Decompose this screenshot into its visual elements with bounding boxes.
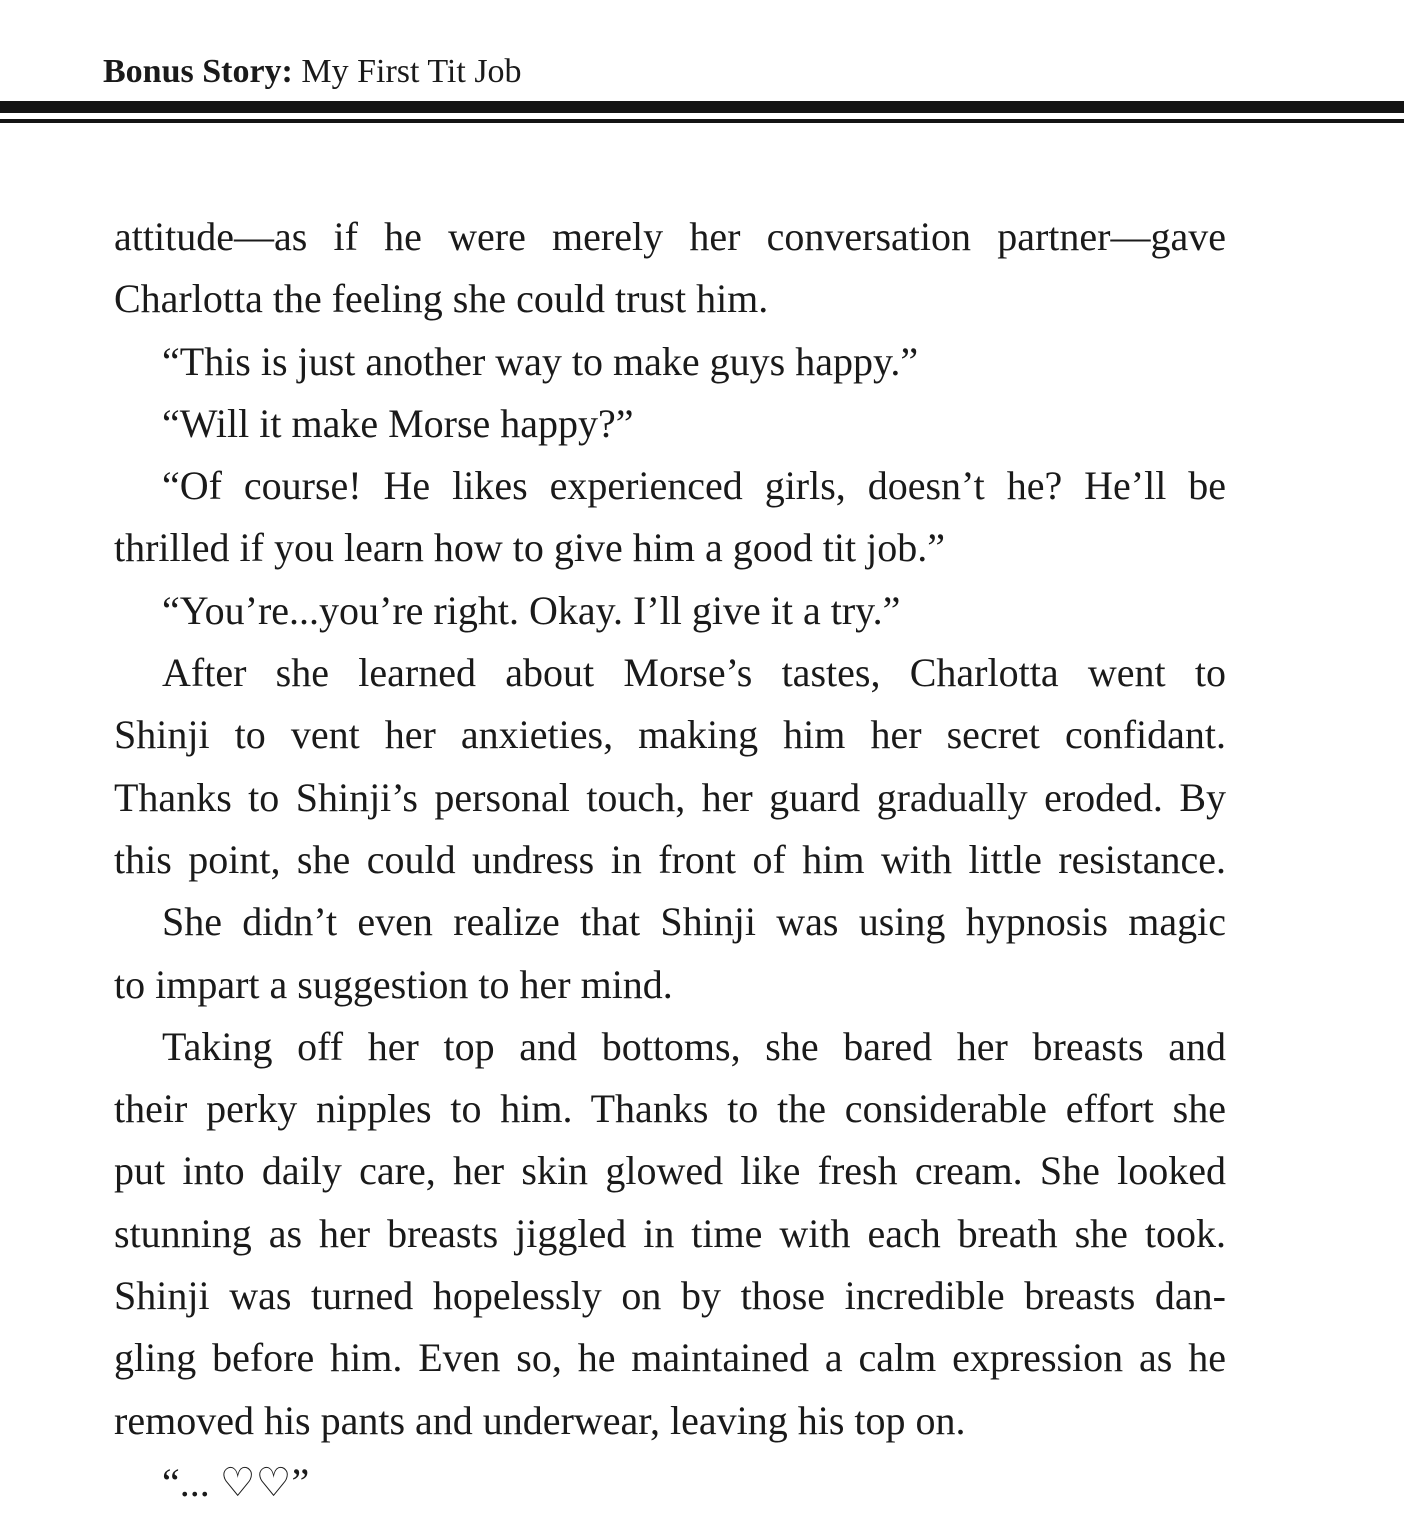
text-line: attitude—as if he were merely her conversation partner—gave (114, 214, 1226, 259)
text-line: Shinji was turned hopelessly on by those incredible breasts dan- (114, 1273, 1226, 1319)
text-line: “... ♡♡” (162, 1459, 310, 1505)
text-line: put into daily care, her skin glowed like fresh cream. She looked (114, 1148, 1226, 1194)
text-line: their perky nipples to him. Thanks to the considerable effort she (114, 1086, 1226, 1132)
text-line: Charlotta the feeling she could trust him. (114, 276, 769, 322)
text-line: gling before him. Even so, he maintained a calm expression as he (114, 1335, 1226, 1381)
header-rule-thin (0, 119, 1404, 123)
page-body-text (114, 206, 1226, 1514)
text-line: stunning as her breasts jiggled in time with each breath she took. (114, 1210, 1226, 1256)
running-header (103, 50, 522, 94)
text-line: to impart a suggestion to her mind. (114, 961, 673, 1007)
header-label: Bonus Story: (103, 53, 293, 90)
text-line: Thanks to Shinji’s personal touch, her guard gradually eroded. By (114, 774, 1226, 820)
text-line: “Will it make Morse happy?” (162, 400, 634, 446)
header-rule-thick (0, 101, 1404, 113)
header-title: My First Tit Job (301, 53, 522, 90)
text-line: removed his pants and underwear, leaving his top on. (114, 1397, 966, 1443)
text-line: thrilled if you learn how to give him a good tit job.” (114, 525, 945, 571)
text-line: “You’re...you’re right. Okay. I’ll give it a try.” (162, 587, 901, 633)
text-line: “This is just another way to make guys happy.” (162, 338, 919, 384)
text-line: “Of course! He likes experienced girls, doesn’t he? He’ll be (162, 463, 1226, 509)
text-line: After she learned about Morse’s tastes, Charlotta went to (162, 650, 1226, 696)
text-line: Shinji to vent her anxieties, making him her secret confidant. (114, 712, 1226, 758)
text-line: this point, she could undress in front of him with little resistance. (114, 836, 1226, 882)
text-line: Taking off her top and bottoms, she bared her breasts and (162, 1023, 1226, 1069)
text-line: She didn’t even realize that Shinji was using hypnosis magic (162, 899, 1226, 945)
